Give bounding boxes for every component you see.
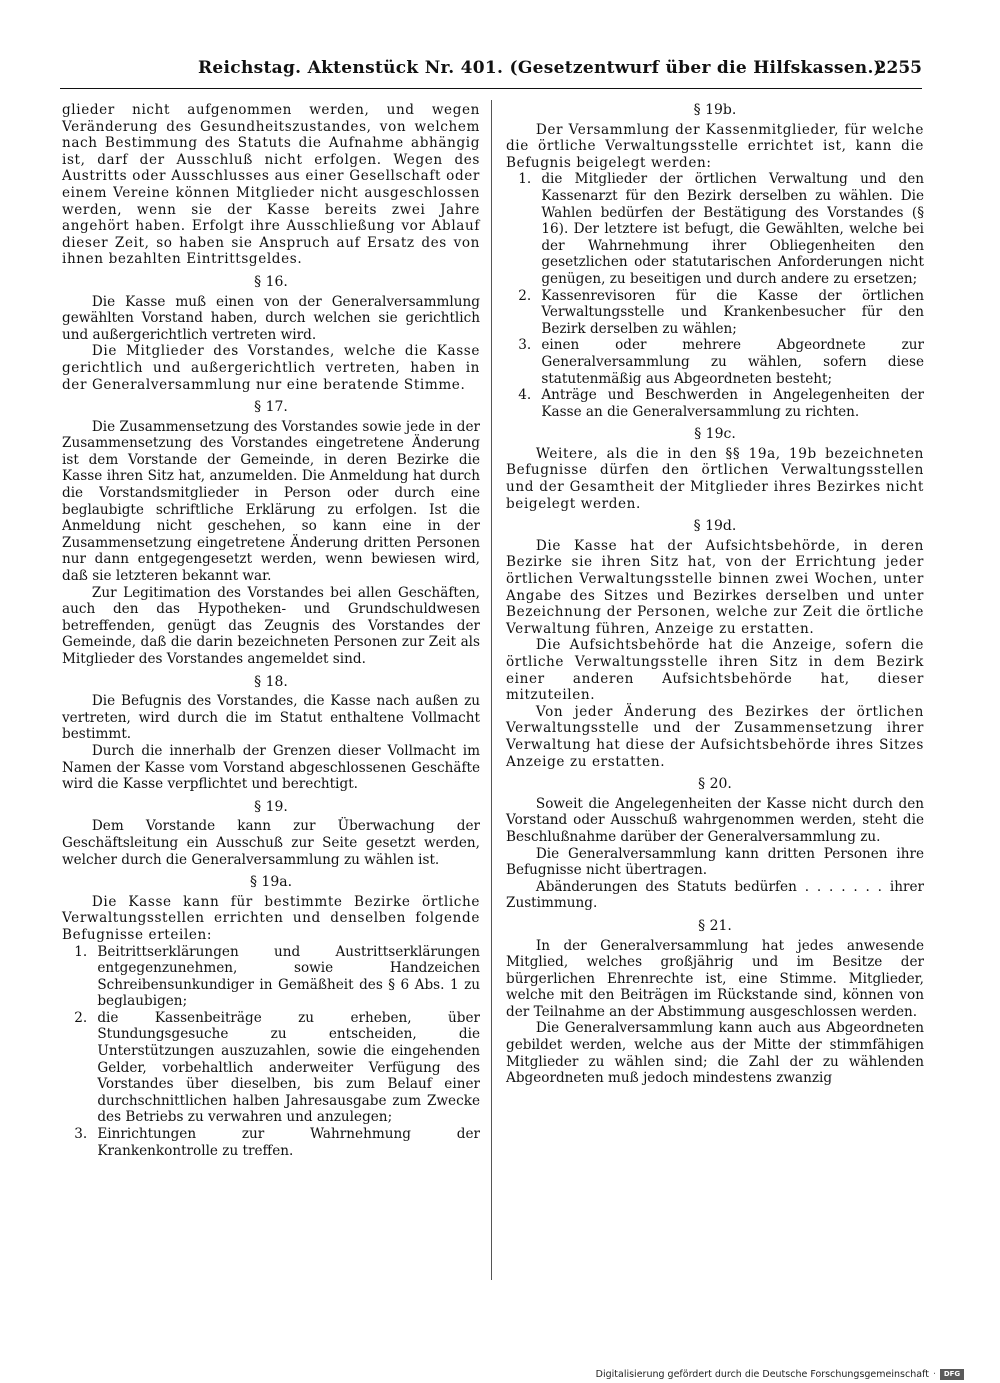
- numbered-list: [62, 944, 480, 1160]
- list-item: [506, 171, 924, 287]
- page-header: [60, 52, 922, 89]
- paragraph: Die Aufsichtsbehörde hat die Anzeige, sofern die örtliche Verwaltungsstelle ihren Sitz in dem Bezirk einer anderen Aufsichtsbehörde hat, dieser mitzuteilen.: [506, 637, 924, 704]
- list-item: [62, 1010, 480, 1126]
- section-heading: § 21.: [698, 917, 732, 934]
- list-text: Kassenrevisoren für die Kasse der örtlichen Verwaltungsstelle und Krankenbesucher für den Bezirk derselben zu wählen;: [541, 287, 924, 337]
- paragraph: Zur Legitimation des Vorstandes bei allen Geschäften, auch den das Hypotheken- und Grundschuldwesen betreffenden, genügt das Zeugnis des Vorstandes der Gemeinde, daß die darin bezeichneten Personen zur Zeit als Mitglieder des Vorstandes angemeldet sind.: [62, 584, 480, 667]
- list-item: [62, 1126, 480, 1159]
- list-item: [506, 288, 924, 338]
- list-number: 2.: [518, 287, 532, 304]
- paragraph: glieder nicht aufgenommen werden, und wegen Veränderung des Gesundheitszustandes, von welchem nach Bestimmung des Statuts die Aufnahme abhängig ist, darf der Ausschluß nicht erfolgen. Wegen des Austritts oder Ausschlusses aus einer Gesellschaft oder einem Vereine können Mitglieder nicht ausgeschlossen werden, wenn sie der Kasse bereits zwei Jahre angehört haben. Erfolgt ihre Ausschließung vor Ablauf dieser Zeit, so haben sie Anspruch auf Ersatz des von ihnen bezahlten Eintrittsgeldes.: [62, 102, 480, 268]
- section-heading: § 19c.: [694, 426, 736, 443]
- list-number: 3.: [518, 337, 532, 354]
- paragraph: Der Versammlung der Kassenmitglieder, für welche die örtliche Verwaltungsstelle errichtet ist, kann die Befugnis beigelegt werden:: [506, 121, 924, 171]
- paragraph: Die Generalversammlung kann dritten Personen ihre Befugnisse nicht übertragen.: [506, 845, 924, 879]
- paragraph: Dem Vorstande kann zur Überwachung der Geschäftsleitung ein Ausschuß zur Seite gesetzt werden, welcher durch die Generalversammlung zu wählen ist.: [62, 818, 480, 868]
- numbered-list: [506, 171, 924, 420]
- paragraph: Die Kasse kann für bestimmte Bezirke örtliche Verwaltungsstellen errichten und denselben folgende Befugnisse erteilen:: [62, 893, 480, 943]
- list-number: 4.: [518, 387, 532, 404]
- paragraph: Soweit die Angelegenheiten der Kasse nicht durch den Vorstand oder Ausschuß wahrgenommen werden, steht die Beschlußnahme darüber der Generalversammlung zu.: [506, 795, 924, 845]
- list-text: Einrichtungen zur Wahrnehmung der Krankenkontrolle zu treffen.: [97, 1126, 480, 1159]
- paragraph: Die Mitglieder des Vorstandes, welche die Kasse gerichtlich und außergerichtlich vertreten, haben in der Generalversammlung nur eine beratende Stimme.: [62, 343, 480, 393]
- left-column: [62, 102, 480, 1159]
- list-text: einen oder mehrere Abgeordnete zur Generalversammlung zu wählen, sofern diese statutenmäßig aus Abgeordneten besteht;: [541, 337, 924, 387]
- dfg-logo: DFG: [940, 1369, 964, 1380]
- paragraph: Die Befugnis des Vorstandes, die Kasse nach außen zu vertreten, wird durch die im Statut enthaltene Vollmacht bestimmt.: [62, 693, 480, 743]
- separator-dot: ·: [932, 1368, 936, 1380]
- list-item: [62, 944, 480, 1010]
- paragraph: Weitere, als die in den §§ 19a, 19b bezeichneten Befugnisse dürfen den örtlichen Verwaltungsstellen und der Gesamtheit der Mitglieder ihres Bezirkes nicht beigelegt werden.: [506, 445, 924, 512]
- section-heading: § 19a.: [249, 874, 293, 891]
- list-number: 1.: [74, 943, 88, 960]
- list-text: Beitrittserklärungen und Austrittserklärungen entgegenzunehmen, sowie Handzeichen Schreibensunkundiger in Gemäßheit des § 6 Abs. 1 zu beglaubigen;: [97, 943, 480, 1010]
- paragraph: Von jeder Änderung des Bezirkes der örtlichen Verwaltungsstelle und der Zusammensetzung ihrer Verwaltung hat diese der Aufsichtsbehörde ihres Sitzes Anzeige zu erstatten.: [506, 703, 924, 770]
- list-text: die Mitglieder der örtlichen Verwaltung und den Kassenarzt für den Bezirk derselben zu wählen. Die Wahlen bedürfen der Bestätigung des Vorstandes (§ 16). Der letztere ist befugt, die Gewählten, welche bei der Wahrnehmung ihrer Obliegenheiten den gesetzlichen oder statutarischen Anforderungen nicht genügen, zu beseitigen und durch andere zu ersetzen;: [541, 171, 924, 287]
- list-text: die Kassenbeiträge zu erheben, über Stundungsgesuche zu entscheiden, die Unterstützungen auszuzahlen, sowie die eingehenden Gelder, vorbehaltlich anderweiter Verfügung des Vorstandes über dieselben, bis zum Belauf einer durchschnittlichen halben Jahresausgabe zum Zwecke des Betriebs zu verwahren und anzulegen;: [97, 1009, 480, 1126]
- column-divider: [491, 100, 492, 1280]
- list-number: 1.: [518, 171, 532, 188]
- list-text: Anträge und Beschwerden in Angelegenheiten der Kasse an die Generalversammlung zu richten.: [541, 387, 924, 420]
- list-item: [506, 337, 924, 387]
- paragraph: Durch die innerhalb der Grenzen dieser Vollmacht im Namen der Kasse vom Vorstand abgeschlossenen Geschäfte wird die Kasse verpflichtet und berechtigt.: [62, 742, 480, 793]
- paragraph: Die Kasse muß einen von der Generalversammlung gewählten Vorstand haben, durch welchen sie gerichtlich und außergerichtlich vertreten wird.: [62, 293, 480, 343]
- paragraph: Abänderungen des Statuts bedürfen . . . . . . . ihrer Zustimmung.: [506, 878, 924, 912]
- credit-text: Digitalisierung gefördert durch die Deutsche Forschungsgemeinschaft: [595, 1368, 929, 1380]
- section-heading: § 18.: [254, 673, 288, 690]
- section-heading: § 19d.: [693, 518, 737, 535]
- digitization-credit: [596, 1367, 964, 1381]
- section-heading: § 19.: [254, 798, 288, 815]
- page-number: 2255: [874, 58, 922, 78]
- list-item: [506, 387, 924, 420]
- paragraph: Die Zusammensetzung des Vorstandes sowie jede in der Zusammensetzung des Vorstandes eingetretene Änderung ist dem Vorstande der Gemeinde, in deren Bezirke die Kasse ihren Sitz hat, anzumelden. Die Anmeldung hat durch die Vorstandsmitglieder in Person oder durch eine beglaubigte schriftliche Erklärung zu erfolgen. Ist die Anmeldung nicht geschehen, so kann eine in der Zusammensetzung eingetretene Änderung dritten Personen nur dann entgegengesetzt werden, wenn bewiesen wird, daß sie letzteren bekannt war.: [62, 418, 480, 585]
- section-heading: § 20.: [698, 776, 732, 793]
- list-number: 2.: [74, 1009, 88, 1026]
- running-title: Reichstag. Aktenstück Nr. 401. (Gesetzentwurf über die Hilfskassen.): [198, 58, 883, 78]
- paragraph: Die Generalversammlung kann auch aus Abgeordneten gebildet werden, welche aus der Mitte der stimmfähigen Mitglieder zu wählen sind; die Zahl der zu wählenden Abgeordneten muß jedoch mindestens zwanzig: [506, 1020, 924, 1087]
- paragraph: In der Generalversammlung hat jedes anwesende Mitglied, welches großjährig und im Besitze der bürgerlichen Ehrenrechte ist, eine Stimme. Mitglieder, welche mit den Beiträgen im Rückstande sind, können von der Teilnahme an der Abstimmung ausgeschlossen werden.: [506, 937, 924, 1020]
- right-column: [506, 102, 924, 1087]
- paragraph: Die Kasse hat der Aufsichtsbehörde, in deren Bezirke sie ihren Sitz hat, von der Errichtung jeder örtlichen Verwaltungsstelle binnen zwei Wochen, unter Angabe des Sitzes und Bezirkes derselben und unter Bezeichnung der Personen, welche zur Zeit die örtliche Verwaltung führen, Anzeige zu erstatten.: [506, 537, 924, 637]
- section-heading: § 16.: [254, 273, 288, 290]
- section-heading: § 17.: [254, 399, 288, 416]
- section-heading: § 19b.: [693, 102, 737, 118]
- list-number: 3.: [74, 1126, 88, 1143]
